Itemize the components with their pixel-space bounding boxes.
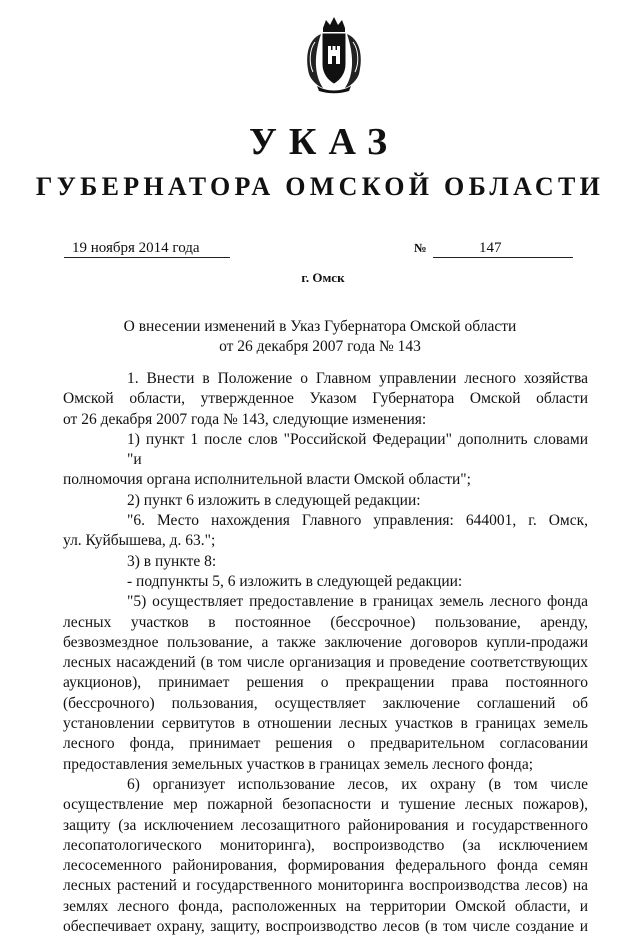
body-line: землях лесного фонда, расположенных на территории Омской области, и <box>63 897 588 915</box>
city-label: г. Омск <box>301 270 345 285</box>
body-line: Омской области, утвержденное Указом Губернатора Омской области <box>63 390 588 408</box>
body-line: лесопатологического мониторинга), воспроизводство (за исключением <box>63 836 588 854</box>
body-line: лесосеменного районирования, формирования федерального фонда семян <box>63 857 588 875</box>
body-line: осуществление мер пожарной безопасности и тушение лесных пожаров), <box>63 796 588 814</box>
number-label: № <box>414 241 427 255</box>
document-type-title: УКАЗ <box>249 121 399 163</box>
body-line: лесных участков в постоянное (бессрочное) пользование, аренду, <box>63 613 588 631</box>
body-line: 1) пункт 1 после слов "Российской Федерации" дополнить словами "и <box>127 430 588 469</box>
decree-subject <box>0 317 640 357</box>
body-line: - подпункты 5, 6 изложить в следующей редакции: <box>127 572 463 590</box>
body-line: (бессрочного) пользования, осуществляет заключение соглашений об <box>63 694 588 712</box>
subject-line: О внесении изменений в Указ Губернатора Омской области <box>123 318 517 335</box>
body-line: лесного фонда, принимает решения о предварительном согласовании <box>63 735 588 753</box>
body-line: 6) организует использование лесов, их охрану (в том числе <box>127 775 588 793</box>
body-line: от 26 декабря 2007 года № 143, следующие изменения: <box>63 410 427 428</box>
body-line: ул. Куйбышева, д. 63."; <box>63 532 216 550</box>
body-line: "5) осуществляет предоставление в границах земель лесного фонда <box>127 593 588 611</box>
decree-number: 147 <box>433 239 573 258</box>
body-line: предоставления земельных участков в границах земель лесного фонда; <box>63 755 534 773</box>
body-line: обеспечивает охрану, защиту, воспроизводство лесов (в том числе создание и <box>63 918 588 936</box>
omsk-oblast-coat-of-arms-icon <box>301 14 367 94</box>
body-line: лесных растений и государственного мониторинга воспроизводства лесов) на <box>63 877 588 895</box>
body-line: "6. Место нахождения Главного управления: 644001, г. Омск, <box>127 512 588 530</box>
body-line: безвозмездное пользование, а также заключение договоров купли-продажи <box>63 633 588 651</box>
decree-body <box>63 369 588 937</box>
body-line: аукционов), принимает решения о прекращении права постоянного <box>63 674 588 692</box>
subject-line: от 26 декабря 2007 года № 143 <box>219 338 421 355</box>
body-line: лесных насаждений (в том числе организация и проведение соответствующих <box>63 654 588 672</box>
body-line: защиту (за исключением лесозащитного районирования и государственного <box>63 816 588 834</box>
body-line: 1. Внести в Положение о Главном управлении лесного хозяйства <box>127 370 588 387</box>
body-line: 3) в пункте 8: <box>127 552 217 570</box>
body-line: установлении сервитутов в отношении лесных участков в границах земель <box>63 715 588 733</box>
issuer-title: ГУБЕРНАТОРА ОМСКОЙ ОБЛАСТИ <box>35 172 605 201</box>
decree-date: 19 ноября 2014 года <box>64 239 230 258</box>
body-line: полномочия органа исполнительной власти Омской области"; <box>63 471 471 489</box>
body-line: 2) пункт 6 изложить в следующей редакции: <box>127 491 421 509</box>
